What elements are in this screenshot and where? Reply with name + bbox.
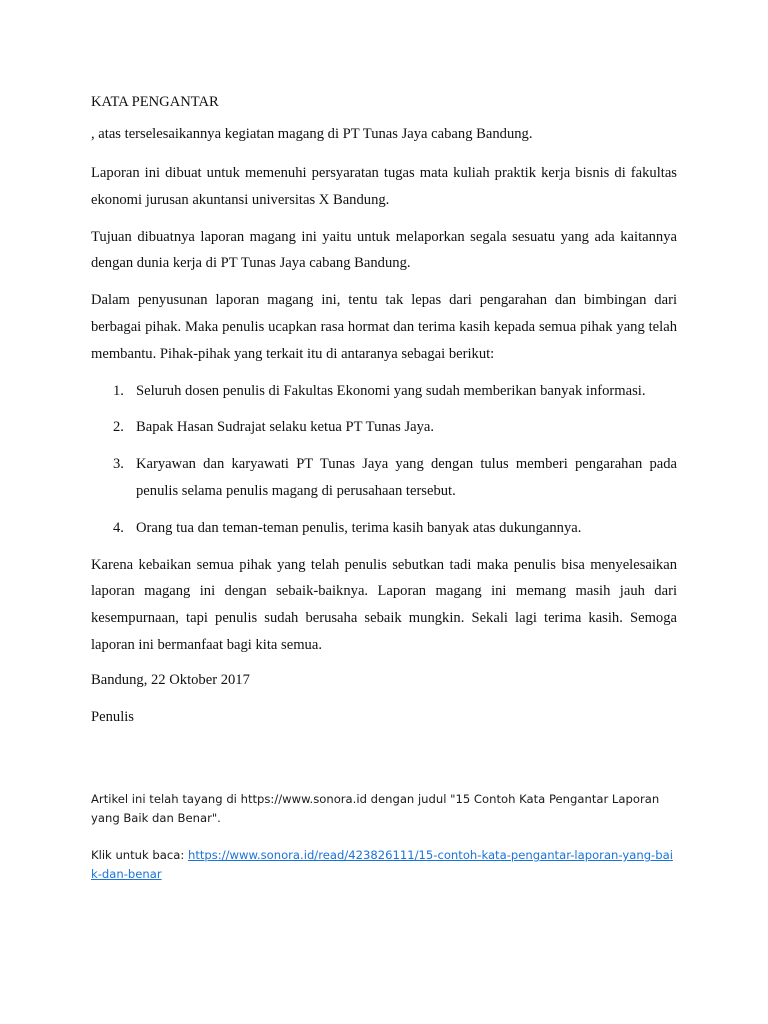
signature: Penulis — [91, 708, 134, 725]
document-body — [91, 91, 677, 743]
read-more-line — [91, 846, 677, 883]
paragraph-acknowledgement: Dalam penyusunan laporan magang ini, tentu tak lepas dari pengarahan dan bimbingan dari berbagai pihak. Maka penulis ucapkan rasa hormat dan terima kasih kepada semua pihak yang telah membantu. Pihak-pihak yang terkait itu di antaranya sebagai berikut: — [91, 292, 677, 362]
list-text: Orang tua dan teman-teman penulis, terima kasih banyak atas dukungannya. — [136, 519, 582, 536]
paragraph-purpose: Laporan ini dibuat untuk memenuhi persyaratan tugas mata kuliah praktik kerja bisnis di fakultas ekonomi jurusan akuntansi universitas X Bandung. — [91, 165, 677, 208]
list-number: 4. — [113, 519, 124, 536]
list-item — [91, 515, 677, 542]
list-item — [91, 378, 677, 405]
read-more-link[interactable]: https://www.sonora.id/read/423826111/15-contoh-kata-pengantar-laporan-yang-baik-dan-benar — [91, 848, 673, 881]
list-number: 2. — [113, 419, 124, 436]
list-text: Karyawan dan karyawati PT Tunas Jaya yang dengan tulus memberi pengarahan pada penulis selama penulis magang di perusahaan tersebut. — [136, 456, 677, 499]
list-text: Seluruh dosen penulis di Fakultas Ekonomi yang sudah memberikan banyak informasi. — [136, 382, 646, 399]
article-source-note: Artikel ini telah tayang di https://www.sonora.id dengan judul "15 Contoh Kata Pengantar Laporan yang Baik dan Benar". — [91, 792, 660, 825]
list-number: 1. — [113, 382, 124, 399]
list-item — [91, 414, 677, 441]
read-more-label: Klik untuk baca: — [91, 848, 188, 862]
page-title: KATA PENGANTAR — [91, 94, 219, 110]
list-text: Bapak Hasan Sudrajat selaku ketua PT Tunas Jaya. — [136, 419, 435, 436]
intro-line: , atas terselesaikannya kegiatan magang di PT Tunas Jaya cabang Bandung. — [91, 126, 533, 142]
thanks-list — [91, 378, 677, 542]
paragraph-closing: Karena kebaikan semua pihak yang telah penulis sebutkan tadi maka penulis bisa menyelesaikan laporan magang ini dengan sebaik-baiknya. Laporan magang ini memang masih jauh dari kesempurnaan, tapi penulis sudah berusaha sebaik mungkin. Sekali lagi terima kasih. Semoga laporan ini bermanfaat bagi kita semua. — [91, 556, 677, 653]
list-item — [91, 451, 677, 505]
paragraph-goal: Tujuan dibuatnya laporan magang ini yaitu untuk melaporkan segala sesuatu yang ada kaitannya dengan dunia kerja di PT Tunas Jaya cabang Bandung. — [91, 228, 677, 272]
place-date: Bandung, 22 Oktober 2017 — [91, 671, 250, 688]
list-number: 3. — [113, 456, 124, 473]
